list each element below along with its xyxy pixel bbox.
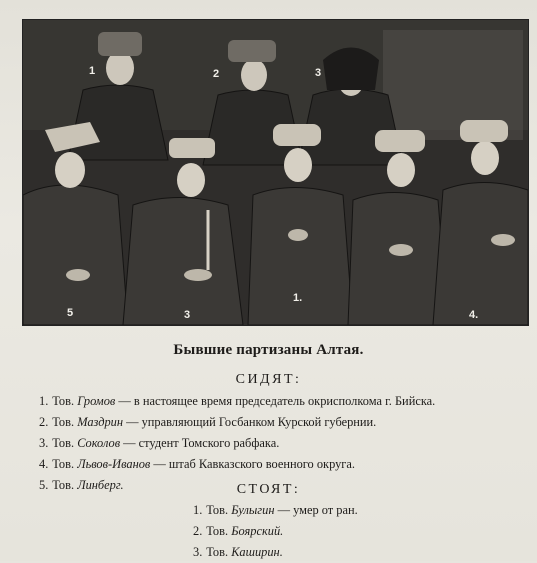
- standing-list: [193, 500, 358, 563]
- photo-number-sitting-5: 5: [67, 307, 74, 319]
- list-item: 2. Тов. Маздрин — управляющий Госбанком Курской губернии.: [39, 415, 377, 429]
- caption-title: Бывшие партизаны Алтая.: [173, 342, 364, 358]
- list-item: 3. Тов. Соколов — студент Томского рабфака.: [39, 436, 280, 450]
- standing-heading: СТОЯТ:: [236, 482, 301, 497]
- photo-number-standing-3: 3: [315, 67, 322, 79]
- photo-illustration: [23, 20, 528, 325]
- photo-number-standing-1: 1: [89, 65, 96, 77]
- list-item: 3. Тов. Каширин.: [193, 545, 283, 559]
- list-item: 4. Тов. Львов-Иванов — штаб Кавказского военного округа.: [39, 457, 355, 471]
- list-item: 1. Тов. Булыгин — умер от ран.: [193, 503, 358, 517]
- list-item: 2. Тов. Боярский.: [193, 524, 284, 538]
- sitting-list: [39, 391, 435, 496]
- group-photograph: [22, 19, 529, 326]
- sitting-heading: СИДЯТ:: [235, 372, 302, 387]
- list-item: 1. Тов. Громов — в настоящее время председатель окрисполкома г. Бийска.: [39, 394, 436, 408]
- list-item: 5. Тов. Линберг.: [39, 478, 124, 492]
- photo-number-sitting-4: 4.: [469, 309, 479, 321]
- photo-number-sitting-3: 3: [184, 309, 191, 321]
- photo-number-sitting-1: 1.: [293, 292, 303, 304]
- photo-number-standing-2: 2: [213, 68, 220, 80]
